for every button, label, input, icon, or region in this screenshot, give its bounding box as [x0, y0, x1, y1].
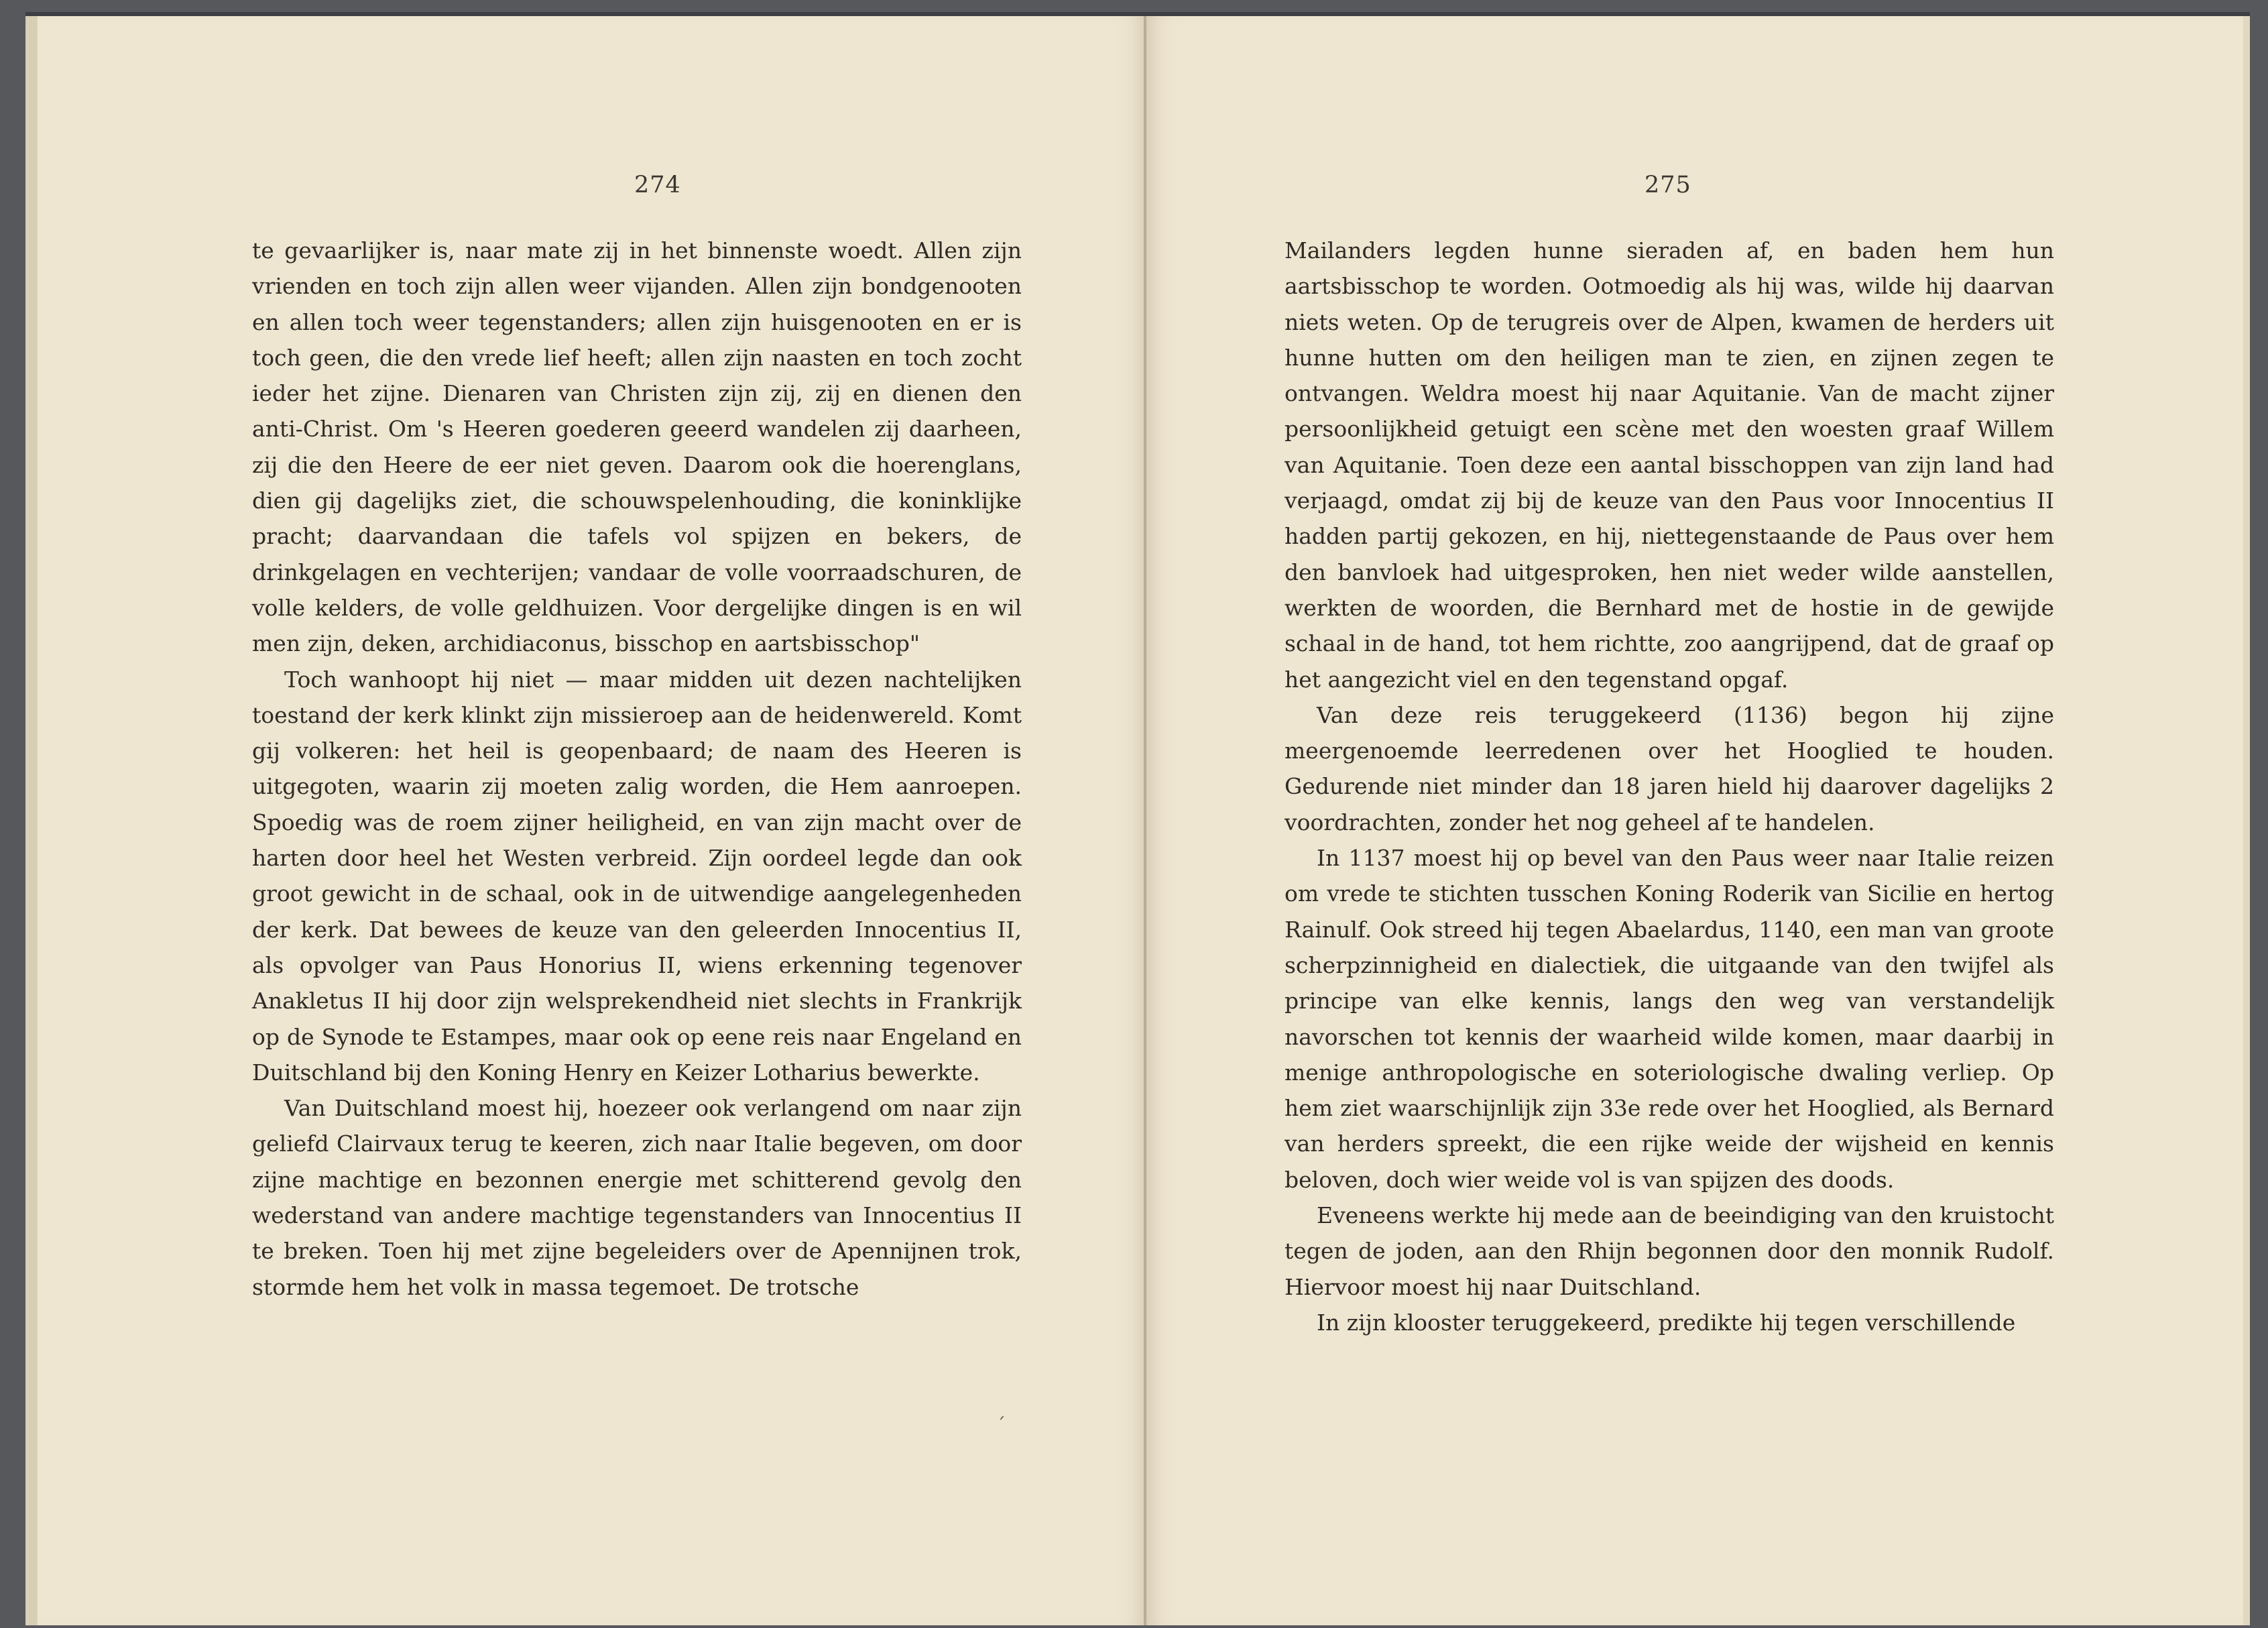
paragraph: Eveneens werkte hij mede aan de beeindiging van den kruistocht tegen de joden, aan den Rhijn begonnen door den monnik Rudolf. Hiervoor moest hij naar Duitschland.: [1285, 1202, 2054, 1300]
paragraph: Toch wanhoopt hij niet — maar midden uit dezen nachtelijken toestand der kerk klinkt zijn missieroep aan de heidenwereld. Komt gij volkeren: het heil is geopenbaard; de naam des Heeren is uitgegoten, waarin zij moeten zalig worden, die Hem aanroepen. Spoedig was de roem zijner heiligheid, en van zijn macht over de harten door heel het Westen verbreid. Zijn oordeel legde dan ook groot gewicht in de schaal, ook in de uitwendige aangelegenheden der kerk. Dat bewees de keuze van den geleerden Innocentius II, als opvolger van Paus Honorius II, wiens erkenning tegenover Anakletus II hij door zijn welsprekendheid niet slechts in Frankrijk op de Synode te Estampes, maar ook op eene reis naar Engeland en Duitschland bij den Koning Henry en Keizer Lotharius bewerkte.: [252, 666, 1022, 1086]
page-edge: [2243, 16, 2250, 1625]
page-edge-stack: [28, 16, 38, 1625]
right-page-text: [1285, 233, 2054, 1340]
paragraph: Van deze reis teruggekeerd (1136) begon hij zijne meergenoemde leerredenen over het Hooglied te houden. Gedurende niet minder dan 18 jaren hield hij daarover dagelijks 2 voordrachten, zonder het nog geheel af te handelen.: [1285, 701, 2054, 835]
paragraph: In 1137 moest hij op bevel van den Paus weer naar Italie reizen om vrede te stichten tusschen Koning Roderik van Sicilie en hertog Rainulf. Ook streed hij tegen Abaelardus, 1140, een man van groote scherpzinnigheid en dialectiek, die uitgaande van den twijfel als principe van elke kennis, langs den weg van verstandelijk navorschen tot kennis der waarheid wilde komen, maar daarbij in menige anthropologische en soteriologische dwaling verliep. Op hem ziet waarschijnlijk zijn 33e rede over het Hooglied, als Bernard van herders spreekt, die een rijke weide der wijsheid en kennis beloven, doch wier weide vol is van spijzen des doods.: [1285, 845, 2054, 1193]
book-spread: [25, 12, 2250, 1625]
page-number-left: 274: [634, 172, 681, 198]
paragraph: In zijn klooster teruggekeerd, predikte hij tegen verschillende: [1317, 1309, 2016, 1336]
paper-mark: ´: [996, 1414, 1006, 1436]
paragraph: Van Duitschland moest hij, hoezeer ook verlangend om naar zijn geliefd Clairvaux terug te keeren, zich naar Italie begeven, om door zijne machtige en bezonnen energie met schitterend gevolg den wederstand van andere machtige tegenstanders van Innocentius II te breken. Toen hij met zijne begeleiders over de Apennijnen trok, stormde hem het volk in massa tegemoet. De trotsche: [252, 1095, 1022, 1300]
page-number-right: 275: [1645, 172, 1691, 198]
left-page-text: [252, 233, 1022, 1305]
left-page: [25, 16, 1146, 1625]
paragraph: Mailanders legden hunne sieraden af, en baden hem hun aartsbisschop te worden. Ootmoedig als hij was, wilde hij daarvan niets weten. Op de terugreis over de Alpen, kwamen de herders uit hunne hutten om den heiligen man te zien, en zijnen zegen te ontvangen. Weldra moest hij naar Aquitanie. Van de macht zijner persoonlijkheid getuigt een scène met den woesten graaf Willem van Aquitanie. Toen deze een aantal bisschoppen van zijn land had verjaagd, omdat zij bij de keuze van den Paus voor Innocentius II hadden partij gekozen, en hij, niettegenstaande de Paus over hem den banvloek had uitgesproken, hen niet weder wilde aanstellen, werkten de woorden, die Bernhard met de hostie in de gewijde schaal in de hand, tot hem richtte, zoo aangrijpend, dat de graaf op het aangezicht viel en den tegenstand opgaf.: [1285, 237, 2054, 693]
right-page: [1146, 16, 2250, 1625]
paragraph: te gevaarlijker is, naar mate zij in het binnenste woedt. Allen zijn vrienden en toch zijn allen weer vijanden. Allen zijn bondgenooten en allen toch weer tegenstanders; allen zijn huisgenooten en er is toch geen, die den vrede lief heeft; allen zijn naasten en toch zocht ieder het zijne. Dienaren van Christen zijn zij, zij en dienen den anti-Christ. Om 's Heeren goederen geeerd wandelen zij daarheen, zij die den Heere de eer niet geven. Daarom ook die hoerenglans, dien gij dagelijks ziet, die schouwspelenhouding, die koninklijke pracht; daarvandaan die tafels vol spijzen en bekers, de drinkgelagen en vechterijen; vandaar de volle voorraadschuren, de volle kelders, de volle geldhuizen. Voor dergelijke dingen is en wil men zijn, deken, archidiaconus, bisschop en aartsbisschop": [252, 237, 1022, 657]
